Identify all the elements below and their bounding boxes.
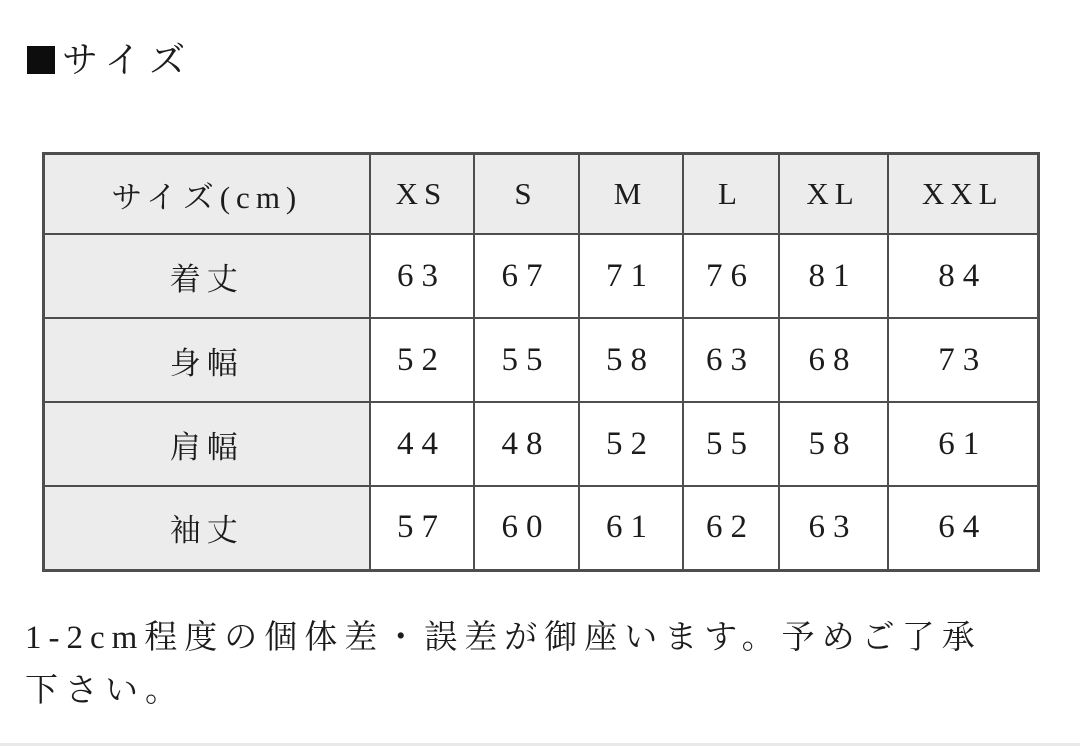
cell-body-width-s: 55 xyxy=(474,318,579,402)
tolerance-note xyxy=(25,612,1065,719)
table-row-sleeve-length xyxy=(44,486,1039,570)
size-table xyxy=(42,152,1040,572)
table-header-row xyxy=(44,154,1039,235)
cell-body-length-xl: 81 xyxy=(779,234,888,318)
header-m: M xyxy=(579,154,683,235)
square-bullet-icon xyxy=(27,46,55,74)
table-row-body-length xyxy=(44,234,1039,318)
cell-body-width-xxl: 73 xyxy=(888,318,1039,402)
cell-shoulder-width-xl: 58 xyxy=(779,402,888,486)
header-l: L xyxy=(683,154,779,235)
cell-body-length-l: 76 xyxy=(683,234,779,318)
table-row-body-width xyxy=(44,318,1039,402)
cell-sleeve-length-l: 62 xyxy=(683,486,779,570)
cell-body-length-s: 67 xyxy=(474,234,579,318)
cell-sleeve-length-xxl: 64 xyxy=(888,486,1039,570)
tolerance-note-line2: 下さい。 xyxy=(25,673,185,710)
cell-body-width-l: 63 xyxy=(683,318,779,402)
cell-shoulder-width-xxl: 61 xyxy=(888,402,1039,486)
header-s: S xyxy=(474,154,579,235)
cell-sleeve-length-xs: 57 xyxy=(370,486,474,570)
cell-sleeve-length-xl: 63 xyxy=(779,486,888,570)
row-label-body-width: 身幅 xyxy=(44,318,370,402)
tolerance-note-line1: 1-2cm程度の個体差・誤差が御座います。予めご了承 xyxy=(25,620,982,656)
header-xxl: XXL xyxy=(888,154,1039,235)
cell-sleeve-length-s: 60 xyxy=(474,486,579,570)
cell-body-length-xs: 63 xyxy=(370,234,474,318)
cell-shoulder-width-m: 52 xyxy=(579,402,683,486)
row-label-sleeve-length: 袖丈 xyxy=(44,486,370,570)
row-label-shoulder-width: 肩幅 xyxy=(44,402,370,486)
cell-body-width-m: 58 xyxy=(579,318,683,402)
header-xl: XL xyxy=(779,154,888,235)
cell-body-width-xl: 68 xyxy=(779,318,888,402)
cell-shoulder-width-xs: 44 xyxy=(370,402,474,486)
cell-body-length-xxl: 84 xyxy=(888,234,1039,318)
table-row-shoulder-width xyxy=(44,402,1039,486)
cell-sleeve-length-m: 61 xyxy=(579,486,683,570)
cell-shoulder-width-s: 48 xyxy=(474,402,579,486)
section-title-label: サイズ xyxy=(62,40,195,80)
cell-body-length-m: 71 xyxy=(579,234,683,318)
section-title xyxy=(27,42,194,78)
cell-body-width-xs: 52 xyxy=(370,318,474,402)
cell-shoulder-width-l: 55 xyxy=(683,402,779,486)
row-label-body-length: 着丈 xyxy=(44,234,370,318)
header-size-cm: サイズ(cm) xyxy=(44,154,370,235)
header-xs: XS xyxy=(370,154,474,235)
